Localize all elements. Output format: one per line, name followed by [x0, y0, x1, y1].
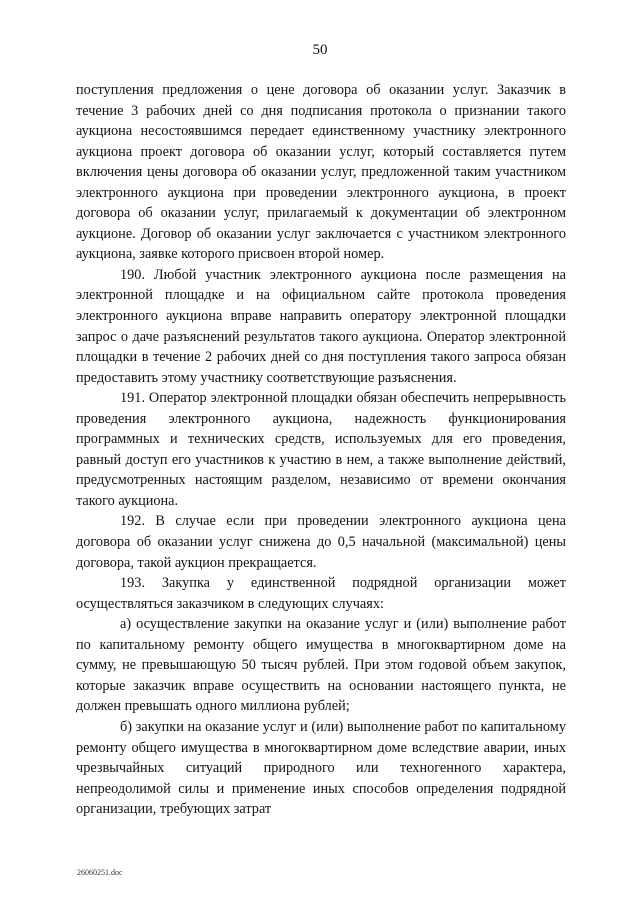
subparagraph-b: б) закупки на оказание услуг и (или) выполнение работ по капитальному ремонту общего имущества в многоквартирном доме вследствие аварии, иных чрезвычайных ситуаций природного или техногенного характера, непреодолимой силы и применение иных способов определения подрядной организации, требующих затрат — [76, 718, 566, 818]
paragraph-continuation: поступления предложения о цене договора об оказании услуг. Заказчик в течение 3 рабочих дней со дня подписания протокола о признании такого аукциона несостоявшимся передает единственному участнику электронного аукциона проект договора об оказании услуг, который составляется путем включения цены договора об оказании услуг, предложенной таким участником электронного аукциона при проведении электронного аукциона, в проект договора об оказании услуг, прилагаемый к документации об электронном аукционе. Договор об оказании услуг заключается с участником электронного аукциона, заявке которого присвоен второй номер. — [76, 82, 566, 263]
document-body — [76, 80, 566, 820]
paragraph-192: 192. В случае если при проведении электронного аукциона цена договора об оказании услуг снижена до 0,5 начальной (максимальной) цены договора, такой аукцион прекращается. — [76, 513, 566, 571]
paragraph-193: 193. Закупка у единственной подрядной организации может осуществляться заказчиком в следующих случаях: — [76, 575, 566, 612]
paragraph-190: 190. Любой участник электронного аукциона после размещения на электронной площадке и на официальном сайте протокола проведения электронного аукциона вправе направить оператору электронной площадки запрос о даче разъяснений результатов такого аукциона. Оператор электронной площадки в течение 2 рабочих дней со дня поступления такого запроса обязан предоставить этому участнику соответствующие разъяснения. — [76, 266, 566, 386]
subparagraph-a: а) осуществление закупки на оказание услуг и (или) выполнение работ по капитальному ремонту общего имущества в многоквартирном доме на сумму, не превышающую 50 тысяч рублей. При этом годовой объем закупок, которые заказчик вправе осуществить на основании настоящего пункта, не должен превышать одного миллиона рублей; — [76, 616, 566, 715]
footer-filename: 26060251.doc — [77, 868, 123, 877]
page-number: 50 — [312, 42, 328, 58]
paragraph-191: 191. Оператор электронной площадки обязан обеспечить непрерывность проведения электронного аукциона, надежность функционирования программных и технических средств, используемых для его проведения, равный доступ его участников к участию в нем, а также выполнение действий, предусмотренных настоящим разделом, независимо от времени окончания такого аукциона. — [76, 390, 566, 509]
